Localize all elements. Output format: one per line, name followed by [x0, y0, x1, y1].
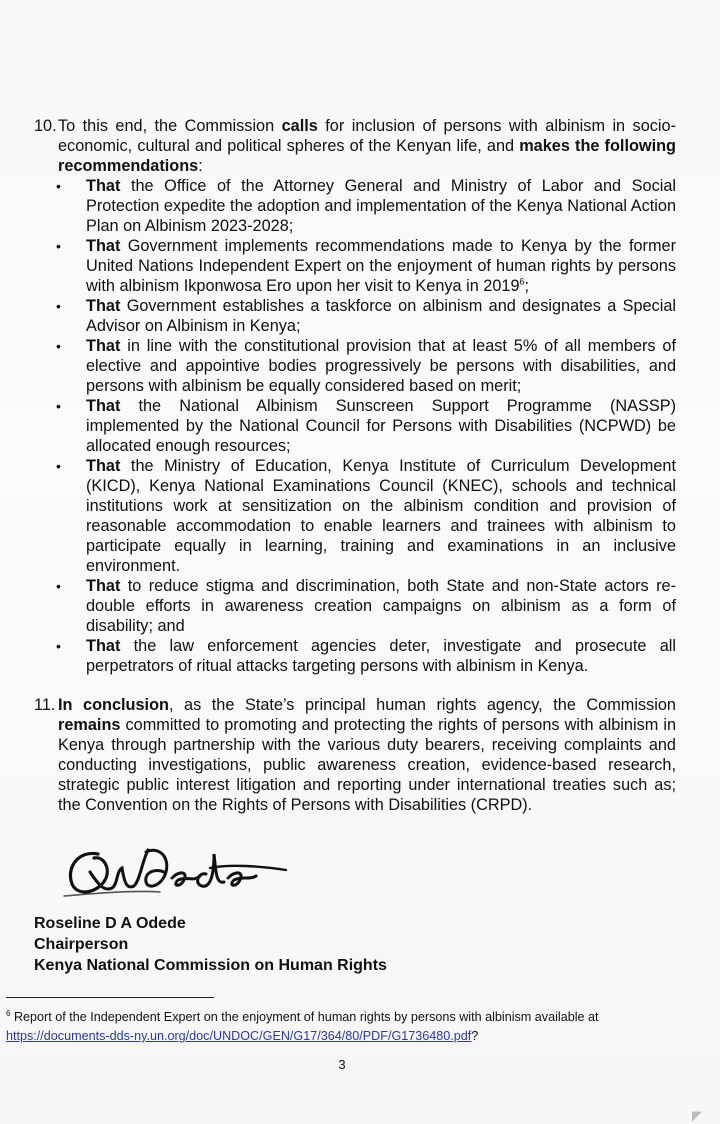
signatory-organization: Kenya National Commission on Human Rights [34, 957, 387, 974]
handwritten-signature [60, 842, 300, 904]
bullet-icon: • [56, 458, 61, 474]
paragraph-number: 11. [34, 696, 56, 714]
list-item: • That the law enforcement agencies deter, investigate and prosecute all perpetrators of ritual attacks targeting persons with albinism in Kenya. [56, 637, 676, 675]
signatory-name: Roseline D A Odede [34, 915, 186, 932]
list-item: • That the National Albinism Sunscreen Support Programme (NASSP) implemented by the National Council for Persons with Disabilities (NCPWD) be allocated enough resources; [56, 397, 676, 455]
paragraph-10-intro: To this end, the Commission calls for inclusion of persons with albinism in socio-economic, cultural and political spheres of the Kenyan life, and makes the following recommendations: [58, 117, 676, 175]
footnote-marker: 6 [6, 1008, 11, 1018]
signatory-block [34, 913, 387, 976]
footnote-reference[interactable]: 6 [519, 276, 525, 287]
paragraph-number: 10. [34, 117, 57, 135]
paragraph-10 [34, 116, 676, 176]
page-curl-icon: ◤ [692, 1108, 702, 1123]
list-item: • That to reduce stigma and discrimination, both State and non-State actors re-double efforts in awareness creation campaigns on albinism as a form of disability; and [56, 577, 676, 635]
recommendations-list [34, 176, 676, 676]
paragraph-11 [34, 695, 676, 815]
bullet-icon: • [56, 398, 61, 414]
list-item: • That the Ministry of Education, Kenya Institute of Curriculum Development (KICD), Kenya National Examinations Council (KNEC), schools and technical institutions work at sensitization on the albinism condition and provision of reasonable accommodation to enable learners and trainees with albinism to participate equally in learning, training and examinations in an inclusive environment. [56, 457, 676, 575]
footnote-link[interactable]: https://documents-dds-ny.un.org/doc/UNDOC/GEN/G17/364/80/PDF/G1736480.pdf [6, 1029, 472, 1043]
list-item: • That in line with the constitutional provision that at least 5% of all members of elective and appointive bodies progressively be persons with disabilities, and persons with albinism be equally considered based on merit; [56, 337, 676, 395]
paragraph-11-text: In conclusion, as the State’s principal human rights agency, the Commission remains committed to promoting and protecting the rights of persons with albinism in Kenya through partnership with the various duty bearers, receiving complaints and conducting investigations, public awareness creation, evidence-based research, strategic public interest litigation and reporting under international treaties such as; the Convention on the Rights of Persons with Disabilities (CRPD). [58, 696, 676, 814]
footnote-text: Report of the Independent Expert on the enjoyment of human rights by persons with albinism available at [10, 1010, 599, 1024]
bullet-icon: • [56, 578, 61, 594]
bullet-icon: • [56, 298, 61, 314]
bullet-icon: • [56, 338, 61, 354]
list-item: • That Government implements recommendations made to Kenya by the former United Nations Independent Expert on the enjoyment of human rights by persons with albinism Ikponwosa Ero upon her visit to Kenya in 2019$^6$; [56, 237, 676, 295]
bullet-icon: • [56, 638, 61, 654]
bullet-icon: • [56, 238, 61, 254]
document-body [34, 116, 676, 815]
footnote-divider [6, 997, 214, 998]
list-item: • That Government establishes a taskforce on albinism and designates a Special Advisor on Albinism in Kenya; [56, 297, 676, 335]
signatory-title: Chairperson [34, 936, 129, 953]
list-item: • That the Office of the Attorney General and Ministry of Labor and Social Protection expedite the adoption and implementation of the Kenya National Action Plan on Albinism 2023-2028; [56, 177, 676, 235]
bullet-icon: • [56, 178, 61, 194]
footnote: $^6$ Report of the Independent Expert on the enjoyment of human rights by persons with albinism available at https://documents-dds-ny.un.org/doc/UNDOC/GEN/G17/364/80/PDF/G1736480.pdf? [6, 1008, 599, 1043]
page-number: 3 [338, 1057, 346, 1072]
